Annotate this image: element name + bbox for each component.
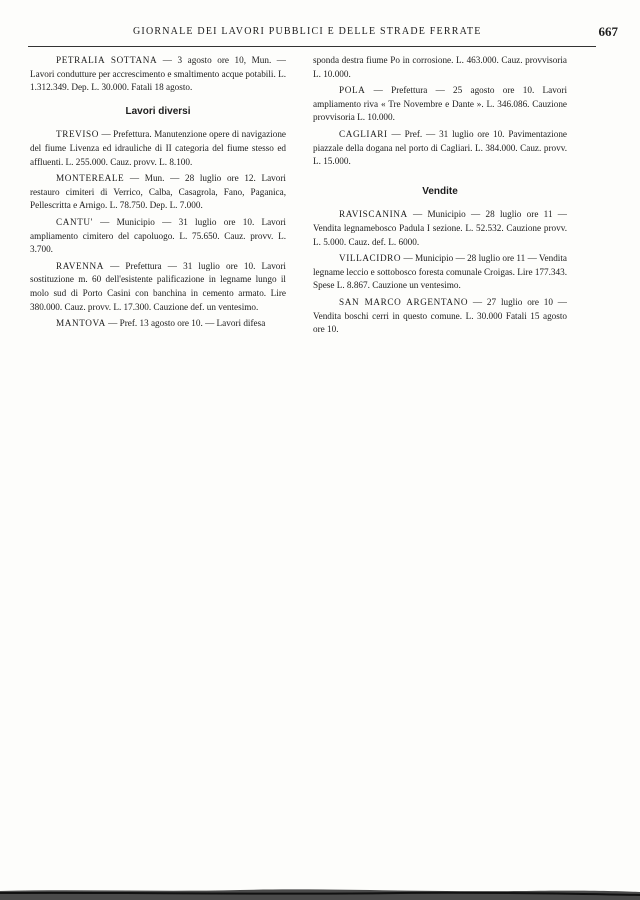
notice-text: — Pref. — 31 luglio ore 10. Pavimentazione piazzale della dogana nel porto di Cagliari. L. 384.000. Cauz. provv. L. 15.000. xyxy=(313,128,567,167)
notice-place: MONTEREALE xyxy=(56,173,125,184)
section-heading-lavori-diversi: Lavori diversi xyxy=(125,105,191,117)
notice-entry xyxy=(313,252,567,293)
notice-text: — 3 agosto ore 10, Mun. — Lavori condutture per accrescimento e smaltimento acque potabili. L. 1.312.349. Dep. L. 30.000. Fatali 18 agosto. xyxy=(30,55,286,93)
journal-title: GIORNALE DEI LAVORI PUBBLICI E DELLE STRADE FERRATE xyxy=(133,26,482,37)
notice-text: — Prefettura — 31 luglio ore 10. Lavori sostituzione m. 60 dell'esistente palificazione in legname lungo il molo sud di Porto Casini con banchina in cemento armato. Lire 380.000. Cauz. provv. L. 17.300. Cauzione def. un ventesimo. xyxy=(30,260,286,312)
notice-entry xyxy=(30,317,286,331)
notice-text: — Municipio — 31 luglio ore 10. Lavori ampliamento cimitero del capoluogo. L. 75.650. Cauz. provv. L. 3.700. xyxy=(30,216,286,255)
notice-place: CANTU' xyxy=(56,216,93,227)
notice-text: — Mun. — 28 luglio ore 12. Lavori restauro cimiteri di Verrico, Calba, Casagrola, Fano, Paganica, Pellescritta e Arnigo. L. 78.750. Dep. L. 7.000. xyxy=(30,173,286,211)
notice-place: VILLACIDRO xyxy=(339,253,402,264)
notice-text: — Prefettura — 25 agosto ore 10. Lavori ampliamento riva « Tre Novembre e Dante ». L. 346.086. Cauzione provvisoria L. 10.000. xyxy=(313,85,567,123)
notice-entry xyxy=(30,128,286,169)
page-number: 667 xyxy=(598,24,618,39)
left-column xyxy=(30,54,286,334)
notice-entry xyxy=(313,208,567,249)
notice-text: — Municipio — 28 luglio ore 11 — Vendita legnamebosco Padula I sezione. L. 52.532. Cauzione provv. L. 5.000. Cauz. def. L. 6000. xyxy=(313,209,567,247)
notice-place: TREVISO xyxy=(56,129,99,140)
section-heading-vendite: Vendite xyxy=(422,185,458,197)
notice-place: PETRALIA SOTTANA xyxy=(56,55,158,65)
notice-place: RAVENNA xyxy=(56,260,104,271)
notice-entry xyxy=(30,172,286,213)
notice-entry xyxy=(30,216,286,257)
notice-entry xyxy=(313,128,567,169)
notice-place: MANTOVA xyxy=(56,318,106,329)
right-column xyxy=(313,54,567,340)
notice-entry xyxy=(30,260,286,314)
notice-entry xyxy=(313,84,567,125)
scan-bottom-edge xyxy=(0,883,640,900)
notice-continuation: sponda destra fiume Po in corrosione. L. 463.000. Cauz. provvisoria L. 10.000. xyxy=(313,55,567,79)
notice-place: SAN MARCO ARGENTANO xyxy=(339,296,469,307)
notice-entry xyxy=(313,296,567,337)
notice-text: — Pref. 13 agosto ore 10. — Lavori difesa xyxy=(105,318,266,329)
page-header xyxy=(28,26,618,44)
notice-text: — Municipio — 28 luglio ore 11 — Vendita legname leccio e sottobosco foresta comunale Croigas. Lire 177.343. Spese L. 8.867. Cauzione un ventesimo. xyxy=(313,253,567,291)
header-rule xyxy=(28,46,596,47)
notice-place: RAVISCANINA xyxy=(339,209,408,220)
notice-text: — Prefettura. Manutenzione opere di navigazione del fiume Livenza ed idrauliche di II categoria del fiume stesso ed affluenti. L. 255.000. Cauz. provv. L. 8.100. xyxy=(30,129,286,167)
notice-entry xyxy=(30,54,286,95)
notice-place: POLA xyxy=(339,85,366,96)
notice-place: CAGLIARI xyxy=(339,128,388,139)
notice-text: — 27 luglio ore 10 — Vendita boschi cerri in questo comune. L. 30.000 Fatali 15 agosto ore 10. xyxy=(313,296,567,335)
